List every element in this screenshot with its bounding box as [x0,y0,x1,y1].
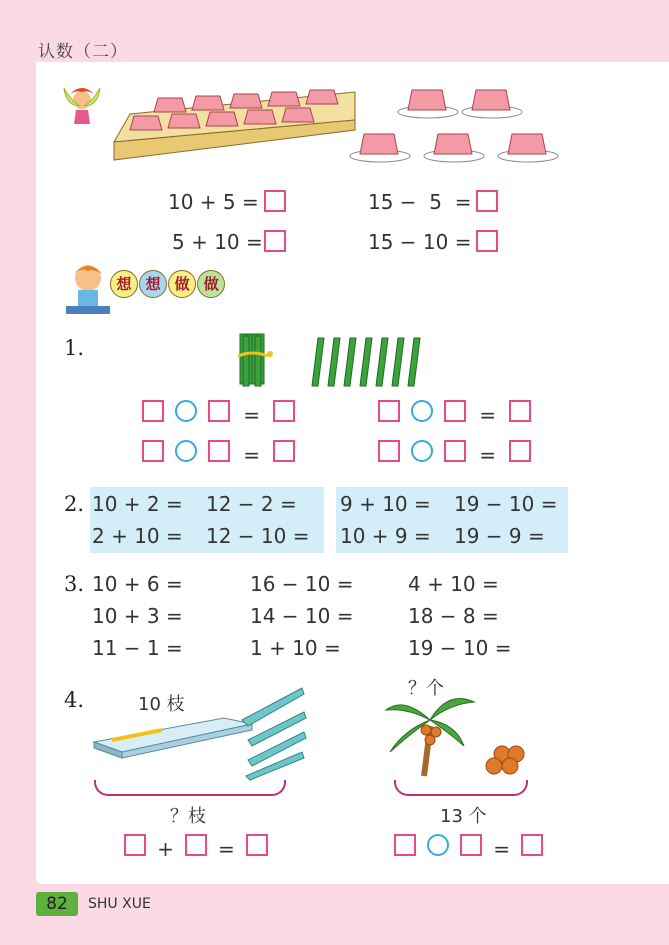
answer-box[interactable] [509,440,531,462]
answer-row [378,400,531,427]
pencil-count-label: 10 枝 [138,694,185,715]
coconut-tree-icon [384,690,534,780]
equation: 10 + 3 = [92,604,183,628]
jelly-tray-icon [114,90,355,160]
question-number: 3. [64,572,85,596]
answer-box[interactable] [521,834,543,856]
equals-sign: = [218,837,235,861]
page-number: 82 [36,892,78,916]
chapter-title: 认数（二） [38,42,128,62]
operator-circle[interactable] [427,834,449,856]
equals-sign: = [493,837,511,861]
answer-row [142,440,295,467]
equation: 10 + 6 = [92,572,183,596]
badge-char: 做 [168,270,196,298]
equation: 19 − 10 = [408,636,512,660]
sticks-icon [234,330,424,390]
operator-circle[interactable] [175,440,197,462]
equation: 19 − 9 = [454,524,545,548]
operator-circle[interactable] [411,400,433,422]
equals-sign: = [243,443,261,467]
question-number: 2. [64,492,85,516]
answer-box[interactable] [264,190,286,212]
equation: 19 − 10 = [454,492,558,516]
operator-circle[interactable] [411,440,433,462]
footer-band [0,884,669,945]
answer-box[interactable] [273,400,295,422]
fairy-icon [64,88,100,124]
equals-sign: = [243,403,261,427]
answer-box[interactable] [142,400,164,422]
answer-box[interactable] [246,834,268,856]
answer-box[interactable] [142,440,164,462]
badge-char: 做 [197,270,225,298]
question-number: 1. [64,336,85,360]
plus-sign: + [157,837,174,861]
pencil-question-label: ？枝 [170,806,206,827]
equation: 11 − 1 = [92,636,183,660]
answer-box[interactable] [208,440,230,462]
equation: 4 + 10 = [408,572,499,596]
subject-label: SHU XUE [88,896,151,912]
answer-box[interactable] [378,440,400,462]
answer-row [394,834,543,861]
answer-row [142,400,295,427]
question-number: 4. [64,688,85,712]
answer-box[interactable] [444,400,466,422]
coconut-question-label: ？个 [408,678,444,699]
equation: 5 + 10 = [172,230,263,254]
left-brace [94,780,286,796]
answer-row [124,834,268,861]
operator-circle[interactable] [175,400,197,422]
equals-sign: = [479,443,497,467]
equation: 1 + 10 = [250,636,341,660]
section-badge [110,270,221,298]
answer-box[interactable] [264,230,286,252]
answer-box[interactable] [394,834,416,856]
badge-char: 想 [110,270,138,298]
equation: 10 + 2 = [92,492,183,516]
equation: 9 + 10 = [340,492,431,516]
equals-sign: = [479,403,497,427]
equation: 18 − 8 = [408,604,499,628]
jelly-illustration [60,84,560,174]
answer-box[interactable] [460,834,482,856]
answer-box[interactable] [273,440,295,462]
badge-char: 想 [139,270,167,298]
jelly-plates-icon [350,90,558,162]
answer-box[interactable] [124,834,146,856]
equation: 15 − 10 = [368,230,472,254]
answer-box[interactable] [185,834,207,856]
equation: 16 − 10 = [250,572,354,596]
answer-box[interactable] [378,400,400,422]
equation: 15 − 5 = [368,190,472,214]
equation: 12 − 10 = [206,524,310,548]
coconut-total-label: 13 个 [440,806,487,827]
pencil-box-icon [92,682,312,782]
equation: 12 − 2 = [206,492,297,516]
answer-row [378,440,531,467]
answer-box[interactable] [208,400,230,422]
boy-mascot-icon [62,262,114,320]
answer-box[interactable] [444,440,466,462]
answer-box[interactable] [509,400,531,422]
equation: 10 + 5 = [168,190,259,214]
answer-box[interactable] [476,230,498,252]
answer-box[interactable] [476,190,498,212]
equation: 14 − 10 = [250,604,354,628]
right-brace [394,780,528,796]
equation: 10 + 9 = [340,524,431,548]
equation: 2 + 10 = [92,524,183,548]
